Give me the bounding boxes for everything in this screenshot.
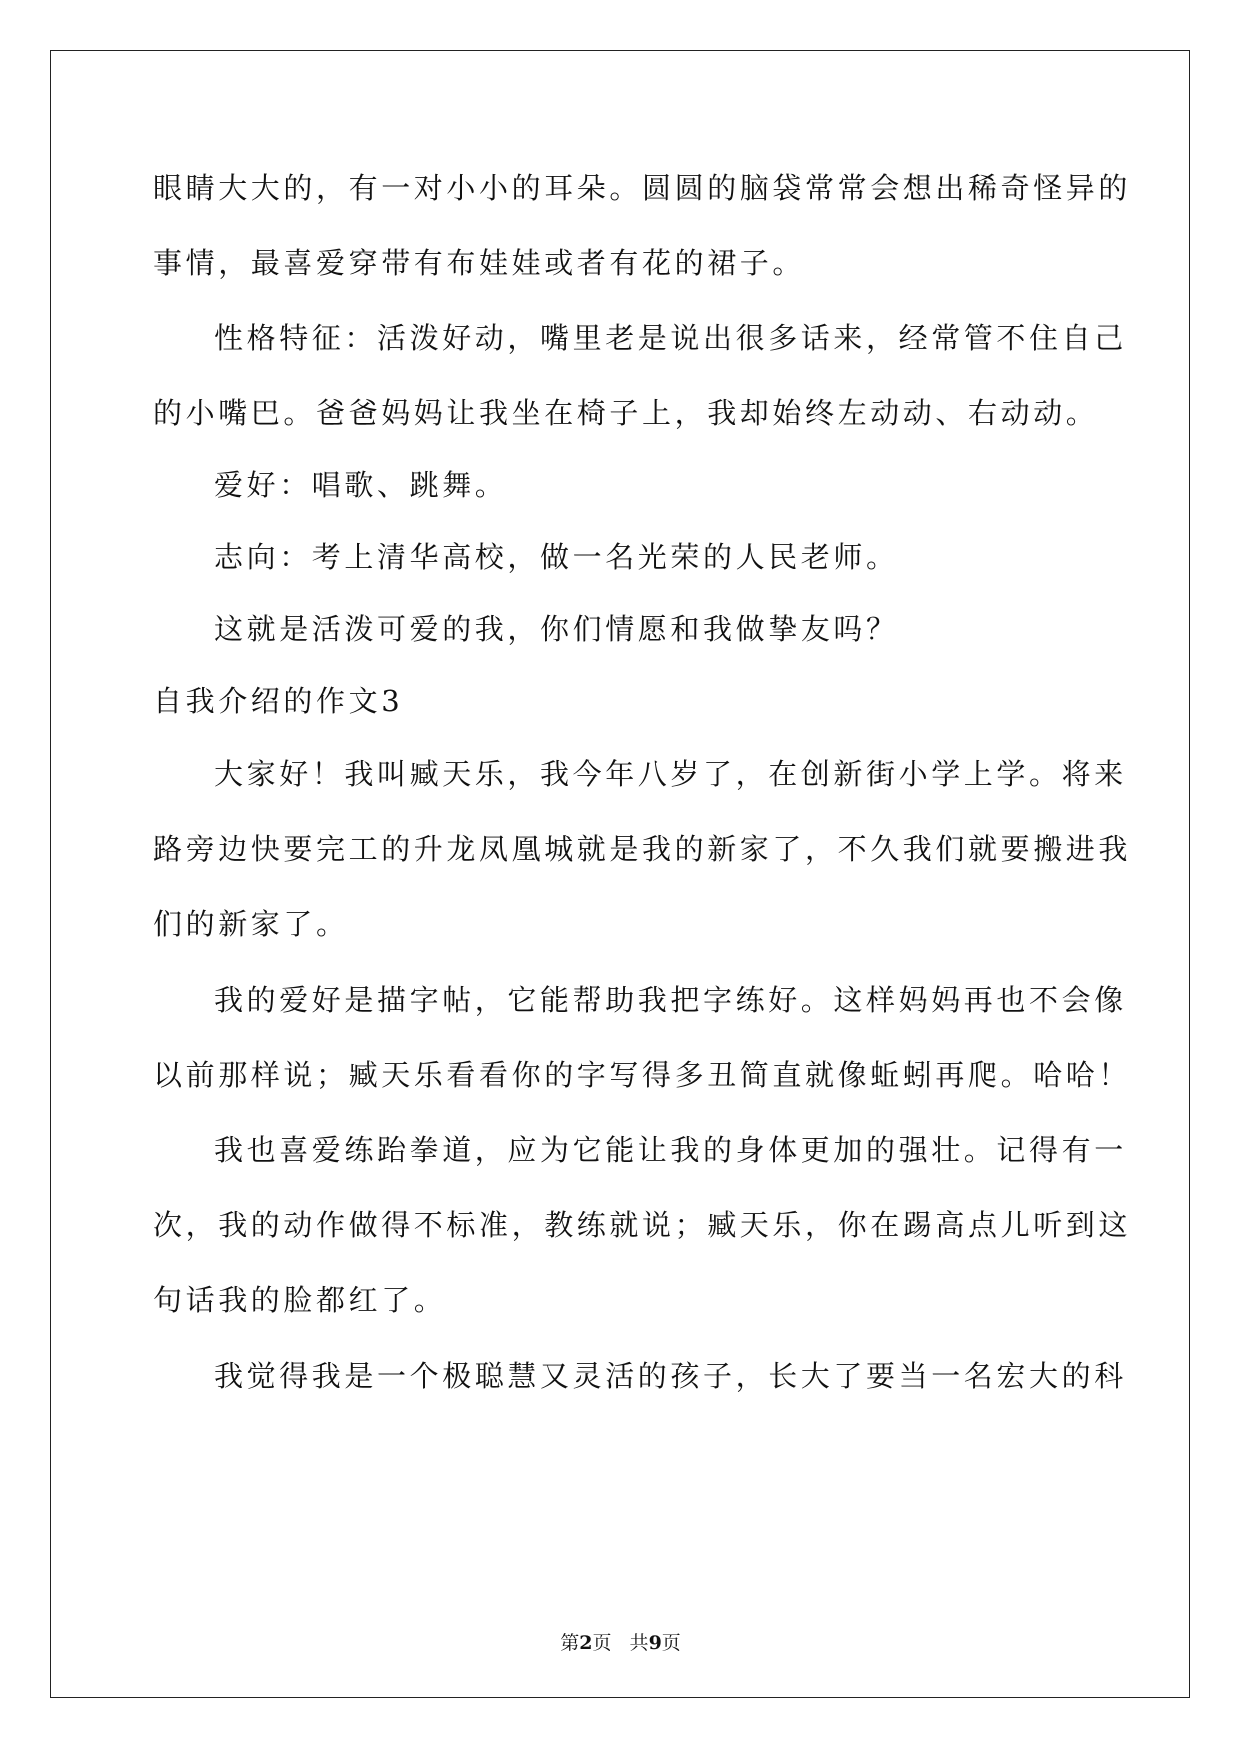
footer-prefix: 第	[560, 1632, 580, 1654]
text-line: 这就是活泼可爱的我，你们情愿和我做挚友吗？	[214, 612, 899, 646]
text-line: 爱好：唱歌、跳舞。	[214, 468, 508, 502]
text-line: 路旁边快要完工的升龙凤凰城就是我的新家了，不久我们就要搬进我	[153, 832, 1132, 866]
section-heading: 自我介绍的作文3	[153, 684, 404, 718]
text-line: 性格特征：活泼好动，嘴里老是说出很多话来，经常管不住自己	[214, 321, 1127, 355]
text-line: 次，我的动作做得不标准，教练就说；臧天乐，你在踢高点儿听到这	[153, 1208, 1132, 1242]
footer-suffix: 页	[661, 1632, 681, 1654]
text-line: 我觉得我是一个极聪慧又灵活的孩子，长大了要当一名宏大的科	[214, 1359, 1127, 1393]
text-line: 的小嘴巴。爸爸妈妈让我坐在椅子上，我却始终左动动、右动动。	[153, 396, 1099, 430]
page-border	[50, 50, 1190, 1698]
text-line: 眼睛大大的，有一对小小的耳朵。圆圆的脑袋常常会想出稀奇怪异的	[153, 171, 1132, 205]
text-line: 我的爱好是描字帖，它能帮助我把字练好。这样妈妈再也不会像	[214, 983, 1127, 1017]
footer-middle: 页 共	[592, 1632, 649, 1654]
total-page-number: 9	[648, 1632, 662, 1654]
text-line: 事情，最喜爱穿带有布娃娃或者有花的裙子。	[153, 246, 806, 280]
text-line: 句话我的脸都红了。	[153, 1283, 447, 1317]
text-line: 们的新家了。	[153, 907, 349, 941]
current-page-number: 2	[579, 1632, 593, 1654]
text-line: 我也喜爱练跆拳道，应为它能让我的身体更加的强壮。记得有一	[214, 1133, 1127, 1167]
text-line: 大家好！我叫臧天乐，我今年八岁了，在创新街小学上学。将来	[214, 757, 1127, 791]
text-line: 以前那样说；臧天乐看看你的字写得多丑简直就像蚯蚓再爬。哈哈！	[153, 1058, 1132, 1092]
page-footer	[0, 1631, 1241, 1655]
text-line: 志向：考上清华高校，做一名光荣的人民老师。	[214, 540, 899, 574]
